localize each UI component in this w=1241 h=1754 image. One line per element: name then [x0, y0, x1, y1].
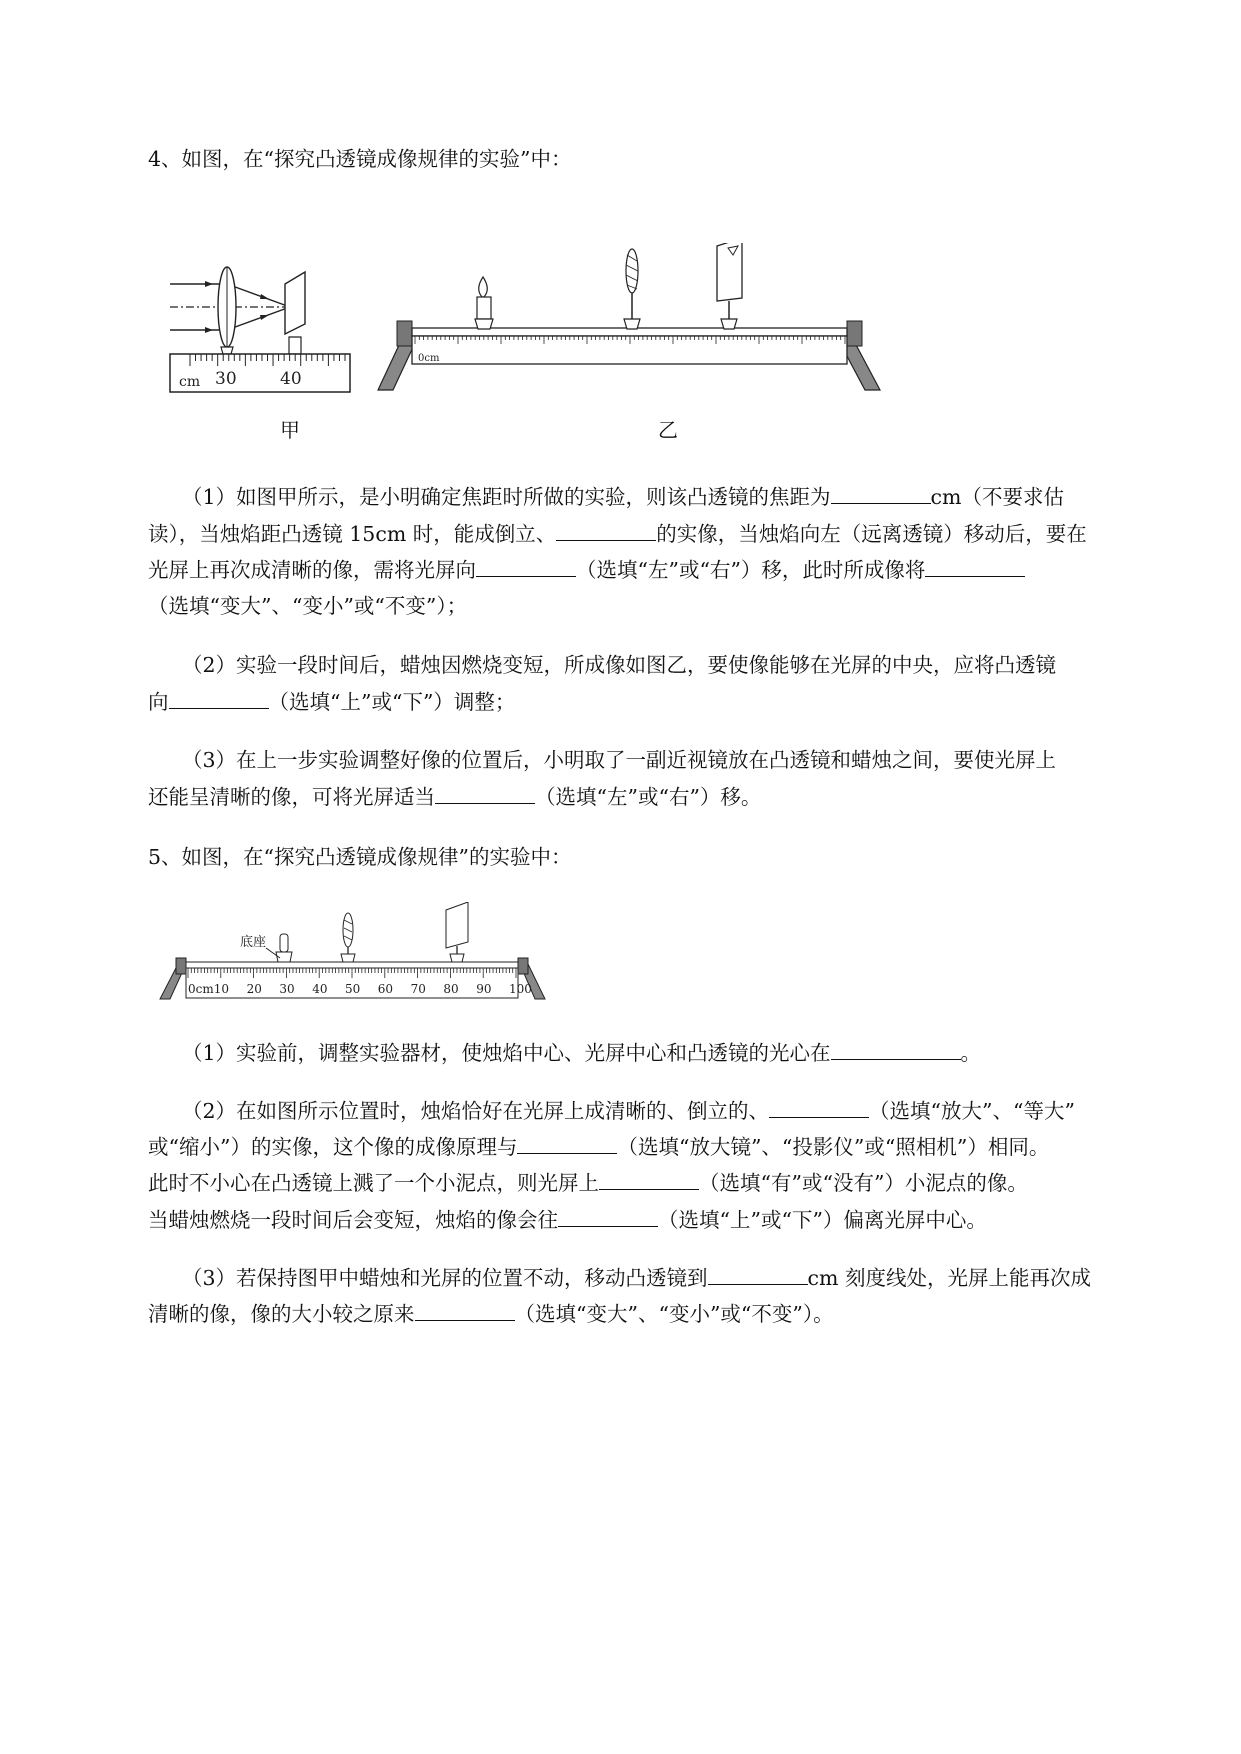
scale-label: 30 [279, 982, 295, 996]
left-end-block [397, 321, 412, 346]
scale-label: 60 [377, 982, 394, 996]
blank-mud-image[interactable] [599, 1169, 699, 1190]
q5-p2-line3: 此时不小心在凸透镜上溅了一个小泥点，则光屏上 （选填“有”或“没有”）小泥点的像。 [148, 1171, 1028, 1195]
figure-b-caption: 乙 [658, 418, 678, 442]
blank-image-shift[interactable] [558, 1206, 658, 1227]
q4-p2-line1: （2）实验一段时间后，蜡烛因燃烧变短，所成像如图乙，要使像能够在光屏的中央，应将凸透镜 [182, 653, 1057, 677]
q4-p2-line2: 向 （选填“上”或“下”）调整； [148, 690, 516, 714]
arrow-top [205, 281, 213, 287]
screen-b [717, 243, 742, 301]
screen [285, 272, 305, 334]
q5-rail [186, 962, 518, 968]
q5-p2-line1: （2）在如图所示位置时，烛焰恰好在光屏上成清晰的、倒立的、 （选填“放大”、“等大” [182, 1099, 1075, 1123]
blank-screen-direction[interactable] [476, 556, 576, 577]
ruler-tick-30: 30 [215, 369, 237, 389]
blank-lens-position[interactable] [708, 1264, 808, 1285]
figure-b-optical-bench [375, 243, 905, 393]
scale-label: 40 [312, 982, 328, 996]
blank-same-height[interactable] [831, 1039, 961, 1060]
screen-stand-b [721, 319, 737, 329]
blank-new-size[interactable] [415, 1300, 515, 1321]
ruler-tick-40: 40 [280, 369, 302, 389]
q4-p1-line4: （选填“变大”、“变小”或“不变”）； [148, 594, 468, 618]
q5-screen [446, 902, 468, 948]
left-leg [378, 343, 415, 390]
screen-stand [289, 337, 301, 354]
blank-screen-move[interactable] [435, 783, 535, 804]
scale-zero-label: 0cm [418, 353, 440, 364]
blank-image-type[interactable] [556, 520, 656, 541]
q5-title: 5、如图，在“探究凸透镜成像规律”的实验中： [148, 845, 572, 869]
q4-title: 4、如图，在“探究凸透镜成像规律的实验”中： [148, 147, 572, 171]
q5-lens-stand [341, 954, 355, 962]
scale-label: 20 [246, 982, 262, 996]
blank-lens-adjust[interactable] [169, 688, 269, 709]
q5-screen-stand [450, 954, 464, 962]
blank-image-scale[interactable] [769, 1097, 869, 1118]
arrow-bottom [205, 327, 213, 333]
candle [477, 297, 491, 319]
lens-stand-b [624, 319, 640, 329]
figure-a-caption: 甲 [280, 418, 300, 442]
figure-q5-svg [158, 902, 548, 1002]
scale-label: 90 [476, 982, 492, 996]
figure-b-svg [375, 243, 905, 393]
q4-p1-line1: （1）如图甲所示，是小明确定焦距时所做的实验，则该凸透镜的焦距为 cm（不要求估 [182, 485, 1064, 509]
blank-device[interactable] [517, 1133, 617, 1154]
ruler-unit-label: cm [179, 374, 201, 390]
q5-p2-line4: 当蜡烛燃烧一段时间后会变短，烛焰的像会往 （选填“上”或“下”）偏离光屏中心。 [148, 1208, 987, 1232]
q5-candle [280, 934, 288, 952]
base-label: 底座 [240, 935, 267, 950]
figure-a-svg [165, 262, 360, 397]
scale-label: 0cm [188, 982, 214, 996]
q5-p3-line2: 清晰的像，像的大小较之原来 （选填“变大”、“变小”或“不变”）。 [148, 1302, 834, 1326]
candle-stand [475, 319, 493, 329]
lens-stand [221, 347, 233, 354]
scale-label: 50 [345, 982, 361, 996]
q5-p2-line2: 或“缩小”）的实像，这个像的成像原理与 （选填“放大镜”、“投影仪”或“照相机”）相同。 [148, 1135, 1050, 1159]
q4-p1-line2: 读），当烛焰距凸透镜 15cm 时，能成倒立、 的实像，当烛焰向左（远离透镜）移动后，要在 [148, 522, 1087, 546]
bench-scale [412, 336, 847, 364]
figure-q5-optical-bench [158, 902, 548, 1002]
q4-p3-line1: （3）在上一步实验调整好像的位置后，小明取了一副近视镜放在凸透镜和蜡烛之间，要使光屏上 [182, 748, 1057, 772]
scale-label: 10 [213, 982, 230, 996]
blank-image-size[interactable] [925, 556, 1025, 577]
candle-flame [479, 277, 488, 297]
q5-p3-line1: （3）若保持图甲中蜡烛和光屏的位置不动，移动凸透镜到 cm 刻度线处，光屏上能再次成 [182, 1266, 1091, 1290]
q4-p3-line2: 还能呈清晰的像，可将光屏适当 （选填“左”或“右”）移。 [148, 785, 762, 809]
figure-a-focal-length [165, 262, 360, 397]
scale-label: 100 [509, 982, 532, 996]
q5-p1-line1: （1）实验前，调整实验器材，使烛焰中心、光屏中心和凸透镜的光心在 。 [182, 1041, 982, 1065]
blank-focal-length[interactable] [831, 483, 931, 504]
right-end-block [847, 321, 862, 346]
q4-p1-line3: 光屏上再次成清晰的像，需将光屏向 （选填“左”或“右”）移，此时所成像将 [148, 556, 1025, 584]
scale-label: 70 [410, 982, 426, 996]
scale-label: 80 [443, 982, 459, 996]
